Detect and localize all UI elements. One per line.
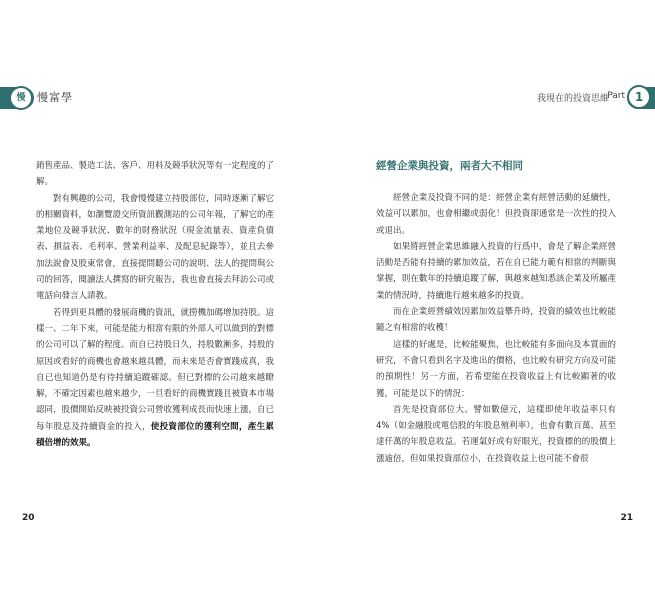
brand-logo-icon: 慢 bbox=[9, 86, 33, 110]
paragraph-text: 若得到更具體的發展商機的資訊，就撈機加碼增加持股。這樣一、二年下來，可能是能力相當有限的外部人可以做到的對標的公司可以了解的程度。而自已持股日久，持股數漸多，持股的原因或看好的商機也會越來越具體，而未來是否會實踐成真，我自已也知道仍是有待持續追蹤確認。但已對標的公司越來越瞭解，不確定因素也越來越少，一旦看好的商機實踐且被資本市場認同，股價開始反映被投資公司營收獲利成長而快速上漲，自已每年股息及持續資金的投入， bbox=[36, 307, 275, 432]
paragraph: 如果將經營企業思維融入投資的行爲中，會是了解企業經營活動是否能有持續的累加效益，若在自已能力範有相當的判斷與掌握，則在數年的持續追蹤了解，與越來越知悉該企業及所屬產業的情況時，持續進行越來越多的投資。 bbox=[376, 241, 616, 301]
part-number: 1 bbox=[627, 85, 651, 109]
left-page bbox=[0, 0, 327, 609]
paragraph: 銷售產品、製造工法、客戶、用料及競爭狀況等有一定程度的了解。 bbox=[36, 161, 275, 188]
page-number-left: 20 bbox=[22, 513, 35, 523]
chapter-title: 我現在的投資思維 bbox=[536, 94, 609, 104]
paragraph: 而在企業經營績效因累加效益攀升時，投資的績效也比較能隨之有相當的收穫！ bbox=[376, 307, 616, 334]
bold-phrase: 使投資部位的獲利空間，產生累積倍增的效果。 bbox=[36, 421, 274, 449]
part-label: Part bbox=[607, 91, 625, 101]
right-body-text bbox=[376, 190, 616, 467]
paragraph: 這樣的好處是，比較能聚焦，也比較能有多面向及本質面的研究，不會只看到名字及進出的價格，也比較有研究方向及可能的預期性！另一方面，若希望能在投資收益上有比較顯著的收獲，可能是以下的情況： bbox=[376, 339, 616, 399]
paragraph: 對有興趣的公司，我會慢慢建立持股部位，同時逐漸了解它的相關資料，如瀏覽證交所資訊觀測站的公司年報，了解它的產業地位及競爭狀況、數年的財務狀況（現金流量表、資產負債表、損益表、毛利率、營業利益率、及配息紀錄等），並且去參加法說會及股東常會，直接提問聽公司的說明、法人的提問與公司的回答，閱讀法人撰寫的研究報告，我也會直接去拜訪公司或電話向發言人請教。 bbox=[36, 193, 275, 302]
page-number-right: 21 bbox=[620, 513, 633, 523]
paragraph: 經營企業及投資不同的是：經營企業有經營活動的延續性，效益可以累加，也會相繼或弱化！但投資卻通常是一次性的投入或退出。 bbox=[376, 193, 616, 236]
left-body-text bbox=[36, 158, 274, 451]
right-page bbox=[328, 0, 655, 609]
paragraph: 首先是投資部位大。譬如數億元，這樣即使年收益率只有4%（如金融股或電信股的年股息殖利率），也會有數百萬、甚至達仟萬的年股息收益。若運氣好或有好眼光，投資標的的股價上漲逾倍，但如果投資部位小，在投資收益上也可能不會很 bbox=[376, 404, 616, 464]
brand-name: 慢富學 bbox=[37, 91, 73, 104]
section-title: 經營企業與投資，兩者大不相同 bbox=[376, 160, 523, 172]
paragraph bbox=[36, 305, 274, 452]
